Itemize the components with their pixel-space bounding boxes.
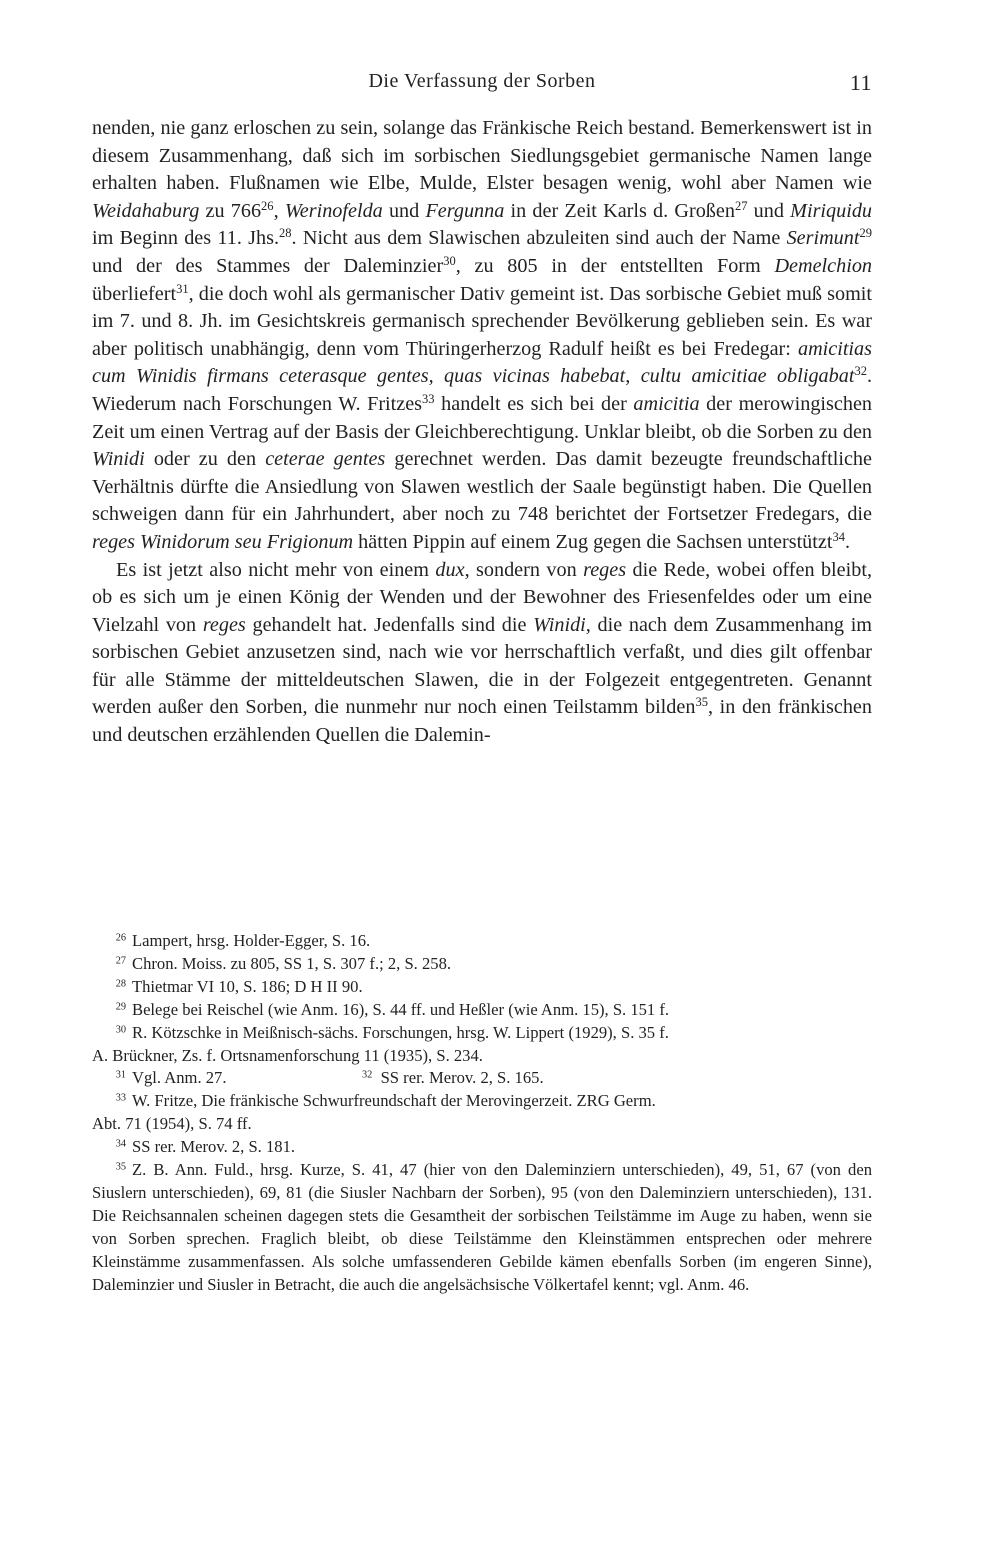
footnote-ref: 26 [261,198,274,213]
footnote: $^{35}$ Z. B. Ann. Fuld., hrsg. Kurze, S. 41, 47 (hier von den Daleminziern unterschieden), 49, 51, 67 (von den Siuslern unterschieden), 69, 81 (die Siusler Nachbarn der Sorben), 95 (von den Daleminziern unterschieden), 131. Die Reichsannalen scheinen dagegen stets die Gesamtheit der sorbischen Teilstämme im Auge zu haben, wenn sie von Sorben sprechen. Fraglich bleibt, ob diese Teilstämme den Kleinstämmen entsprechen oder mehrere Kleinstämme zusammenfassen. Als solche umfassenderen Gebilde kämen ebenfalls Sorben (im engeren Sinne), Daleminzier und Siusler in Betracht, die auch die angelsächsische Völkertafel kennt; vgl. Anm. 46. [92,1160,872,1294]
footnote-ref: 29 [859,226,872,241]
page-number: 11 [849,70,872,95]
footnote-ref: 27 [734,198,748,213]
running-head [92,70,872,100]
footnote: $^{30}$ R. Kötzschke in Meißnisch-sächs. Forschungen, hrsg. W. Lippert (1929), S. 35 f. [115,1022,669,1042]
footnote: $^{27}$ Chron. Moiss. zu 805, SS 1, S. 307 f.; 2, S. 258. [115,953,452,973]
paragraph: nenden, nie ganz erloschen zu sein, solange das Fränkische Reich bestand. Bemerkenswert ist in diesem Zusammenhang, daß sich im sorbischen Siedlungsgebiet germanische Namen lange erhalten haben. Flußnamen wie Elbe, Mulde, Elster besagen wenig, wohl aber Namen wie Weidahaburg zu $766^{26}$, Werinofelda und Fergunna in der Zeit Karls d. Großen$^{27}$ und Miriquidu im Beginn des 11. Jhs.$^{28}$. Nicht aus dem Slawischen abzuleiten sind auch der Name Serimunt$^{29}$ und der des Stammes der Daleminzier$^{30}$, zu 805 in der entstellten Form Demelchion überliefert$^{31}$, die doch wohl als germanischer Dativ gemeint ist. Das sorbische Gebiet muß somit im 7. und 8. Jh. im Gesichtskreis germanisch sprechender Bevölkerung geblieben sein. Es war aber politisch unabhängig, denn vom Thüringerherzog Radulf heißt es bei Fredegar: amicitias cum Winidis firmans ceterasque gentes, quas vicinas habebat, cultu amicitiae obligabat$^{32}$. Wiederum nach Forschungen W. Fritzes$^{33}$ handelt es sich bei der amicitia der merowingischen Zeit um einen Vertrag auf der Basis der Gleichberechtigung. Unklar bleibt, ob die Sorben zu den Winidi oder zu den ceterae gentes gerechnet werden. Das damit bezeugte freundschaftliche Verhältnis dürfte die Ansiedlung von Slawen westlich der Saale begünstigt haben. Die Quellen schweigen dann für ein Jahrhundert, aber noch zu 748 berichtet der Fortsetzer Fredegars, die reges Winidorum seu Frigionum hätten Pippin auf einem Zug gegen die Sachsen unterstützt$^{34}$. [92,117,873,553]
footnote: $^{26}$ Lampert, hrsg. Holder-Egger, S. 16. [115,931,371,950]
footnotes [92,930,872,1297]
footnote: $^{34}$ SS rer. Merov. 2, S. 181. [115,1137,296,1157]
footnote-ref: 35 [695,695,708,710]
footnote-ref: 32 [854,364,867,379]
paragraph: Es ist jetzt also nicht mehr von einem dux, sondern von reges die Rede, wobei offen bleibt, ob es sich um je einen König der Wenden und der Bewohner des Friesenfeldes oder um eine Vielzahl von reges gehandelt hat. Jedenfalls sind die Winidi, die nach dem Zusammenhang im sorbischen Gebiet anzusetzen sind, nach wie vor herrschaftlich verfaßt, und dies gilt offenbar für alle Stämme der mitteldeutschen Slawen, die in der Folgezeit entgegentreten. Genannt werden außer den Sorben, die nunmehr nur noch einen Teilstamm bilden$^{35}$, in den fränkischen und deutschen erzählenden Quellen die Dalemin- [92,558,873,747]
footnote-continuation: Abt. 71 (1954), S. 74 ff. [92,1114,252,1134]
main-text [92,115,872,750]
footnote-ref: 30 [443,254,456,269]
footnote: $^{28}$ Thietmar VI 10, S. 186; D H II 90. [115,976,363,996]
footnote: $^{29}$ Belege bei Reischel (wie Anm. 16), S. 44 ff. und Heßler (wie Anm. 15), S. 151 f. [115,999,670,1019]
footnote-ref: 33 [422,392,435,407]
footnote-ref: 34 [832,530,845,545]
footnote: $^{33}$ W. Fritze, Die fränkische Schwurfreundschaft der Merovingerzeit. ZRG Germ. [115,1091,656,1111]
footnote-ref: 28 [279,226,292,241]
footnote-continuation: A. Brückner, Zs. f. Ortsnamenforschung 11 (1935), S. 234. [92,1045,483,1065]
footnote-row [92,1067,872,1090]
footnote: $^{32}$ SS rer. Merov. 2, S. 165. [362,1068,544,1088]
footnote: $^{31}$ Vgl. Anm. 27. [115,1068,227,1088]
chapter-title: Die Verfassung der Sorben [368,70,596,92]
footnote-ref: 31 [176,281,189,296]
